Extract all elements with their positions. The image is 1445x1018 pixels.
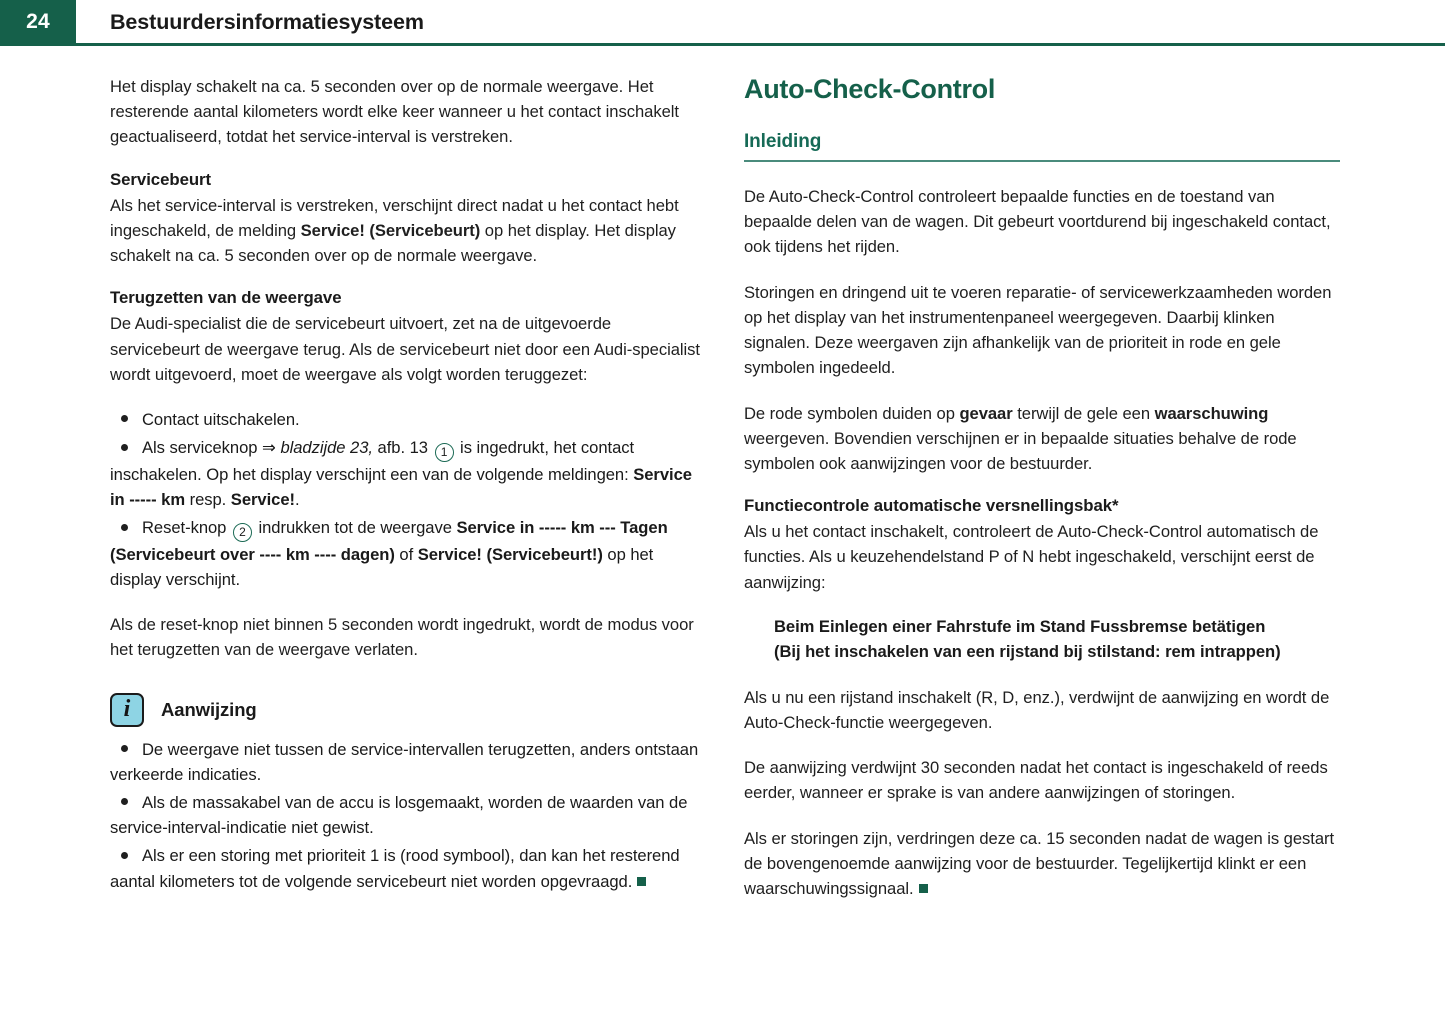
page-header: [0, 0, 1445, 45]
subsection-title: Inleiding: [744, 131, 1340, 162]
terugzetten-closing-paragraph: Als de reset-knop niet binnen 5 seconden wordt ingedrukt, wordt de modus voor het terugzetten van de weergave verlaten.: [110, 615, 694, 660]
heading-terugzetten: Terugzetten van de weergave: [110, 288, 342, 308]
p3-bold-b: waarschuwing: [1154, 403, 1269, 423]
functiecontrole-paragraph-next: De aanwijzing verdwijnt 30 seconden nadat het contact is ingeschakeld of reeds eerder, wanneer er sprake is van andere aanwijzingen of storingen.: [744, 758, 1328, 803]
p3-bold-a: gevaar: [959, 403, 1013, 423]
list-item: [110, 435, 702, 512]
callout-number-1: 1: [435, 443, 454, 462]
terugzetten-paragraph: De Audi-specialist die de servicebeurt uitvoert, zet na de uitgevoerde servicebeurt de weergave terug. Als de servicebeurt niet door een Audi-specialist wordt uitgevoerd, moet de weergave als volgt worden teruggezet:: [110, 314, 700, 384]
list-item: [110, 737, 702, 787]
bullet-3-text-a: Reset-knop: [142, 518, 231, 538]
functiecontrole-paragraph-last: [744, 826, 1340, 902]
servicebeurt-paragraph: [110, 193, 702, 269]
p3-text-b: terwijl de gele een: [1012, 403, 1155, 423]
info-icon-glyph: i: [123, 695, 131, 722]
p3-text-c: weergeven. Bovendien verschijnen er in bepaalde situaties behalve de rode symbolen ook aanwijzingen voor de bestuurder.: [744, 428, 1297, 473]
bullet-2-text-d: resp.: [185, 489, 231, 509]
end-of-section-marker-icon: [919, 884, 928, 893]
p3-text-a: De rode symbolen duiden op: [744, 403, 960, 423]
bullet-dot-icon: [121, 524, 128, 531]
functiecontrole-paragraph-after: Als u nu een rijstand inschakelt (R, D, enz.), verdwijnt de aanwijzing en wordt de Auto-Check-functie weergegeven.: [744, 687, 1330, 732]
bullet-3-bold-a: Service in ----- km --- Tagen (Servicebeurt over ---- km ---- dagen): [110, 518, 668, 564]
servicebeurt-text-2: op het display. Het display schakelt na ca. 5 seconden over op de normale weergave.: [110, 220, 676, 266]
list-item: [110, 515, 702, 592]
list-item: [110, 843, 702, 893]
intro-paragraph: Het display schakelt na ca. 5 seconden over op de normale weergave. Het resterende aantal kilometers wordt elke keer wanneer u het contact inschakelt geactualiseerd, totdat het service-interval is verstreken.: [110, 77, 679, 147]
bullet-dot-icon: [121, 798, 128, 805]
bullet-2-text-e: .: [294, 489, 300, 509]
servicebeurt-bold-1: Service! (Servicebeurt): [300, 220, 481, 240]
right-paragraph-3: [744, 401, 1340, 477]
bullet-dot-icon: [121, 745, 128, 752]
quote-line-1: Beim Einlegen einer Fahrstufe im Stand Fussbremse betätigen: [774, 616, 1266, 636]
quote-line-2: (Bij het inschakelen van een rijstand bij stilstand: rem intrappen): [774, 641, 1281, 661]
right-column: [712, 46, 1445, 1018]
info-icon: [110, 693, 144, 727]
heading-functiecontrole: Functiecontrole automatische versnellingsbak*: [744, 496, 1119, 516]
callout-number-2: 2: [233, 523, 252, 542]
note-bullet-1-text: De weergave niet tussen de service-intervallen terugzetten, anders ontstaan verkeerde indicaties.: [110, 739, 699, 784]
last-paragraph-text: Als er storingen zijn, verdringen deze ca. 15 seconden nadat de wagen is gestart de bovengenoemde aanwijzing voor de bestuurder. Tegelijkertijd klinkt er een waarschuwingssignaal.: [744, 828, 1335, 898]
bullet-2-page-reference: bladzijde 23,: [280, 438, 373, 458]
bullet-3-text-c: of: [394, 544, 418, 564]
note-header: [110, 693, 702, 727]
page-number: 24: [26, 10, 50, 33]
terugzetten-bullet-list: [110, 407, 702, 592]
servicebeurt-text-1: Als het service-interval is verstreken, verschijnt direct nadat u het contact hebt ingeschakeld, de melding: [110, 195, 679, 240]
bullet-dot-icon: [121, 852, 128, 859]
note-bullet-3-text: Als er een storing met prioriteit 1 is (rood symbool), dan kan het resterend aantal kilometers tot de volgende servicebeurt niet worden opgevraagd.: [110, 846, 680, 891]
note-label: Aanwijzing: [161, 698, 257, 720]
right-paragraph-2: Storingen en dringend uit te voeren reparatie- of servicewerkzaamheden worden op het display van het instrumentenpaneel weergegeven. Daarbij klinken signalen. Deze weergaven zijn afhankelijk van de prioriteit in rode en gele symbolen ingedeeld.: [744, 282, 1332, 378]
right-paragraph-1: De Auto-Check-Control controleert bepaalde functies en de toestand van bepaalde delen van de wagen. Dit gebeurt voortdurend bij ingeschakeld contact, ook tijdens het rijden.: [744, 187, 1331, 257]
bullet-2-text-a: Als serviceknop: [142, 438, 263, 458]
bullet-2-bold-b: Service!: [230, 489, 295, 509]
bullet-2-text-c: is ingedrukt, het contact inschakelen. Op het display verschijnt een van de volgende meldingen:: [110, 438, 635, 484]
bullet-1-text: Contact uitschakelen.: [142, 409, 300, 429]
cross-reference-arrow-icon: ⇒: [262, 438, 276, 458]
heading-servicebeurt: Servicebeurt: [110, 169, 212, 189]
bullet-2-text-b: afb. 13: [372, 438, 433, 458]
left-column: [0, 46, 712, 1018]
note-bullet-2-text: Als de massakabel van de accu is losgemaakt, worden de waarden van de service-interval-indicatie niet gewist.: [110, 792, 688, 838]
list-item: [110, 790, 702, 840]
bullet-3-text-b: indrukken tot de weergave: [253, 518, 457, 538]
bullet-dot-icon: [121, 444, 128, 451]
bullet-dot-icon: [121, 415, 128, 422]
page-title: Auto-Check-Control: [744, 74, 996, 104]
page-number-block: [0, 0, 76, 43]
chapter-title: Bestuurdersinformatiesysteem: [110, 10, 424, 34]
functiecontrole-paragraph: Als u het contact inschakelt, controleert de Auto-Check-Control automatisch de functies. Als u keuzehendelstand P of N hebt ingeschakeld, verschijnt eerst de aanwijzing:: [744, 522, 1319, 592]
display-message-quote: [744, 615, 1340, 665]
end-of-section-marker-icon: [637, 877, 646, 886]
bullet-3-bold-b: Service! (Servicebeurt!): [417, 544, 603, 564]
bullet-2-bold-a: Service in ----- km: [110, 464, 692, 509]
list-item: [110, 407, 702, 432]
bullet-3-text-d: op het display verschijnt.: [110, 544, 654, 589]
page-body: [0, 46, 1445, 1018]
note-bullet-list: [110, 737, 702, 894]
